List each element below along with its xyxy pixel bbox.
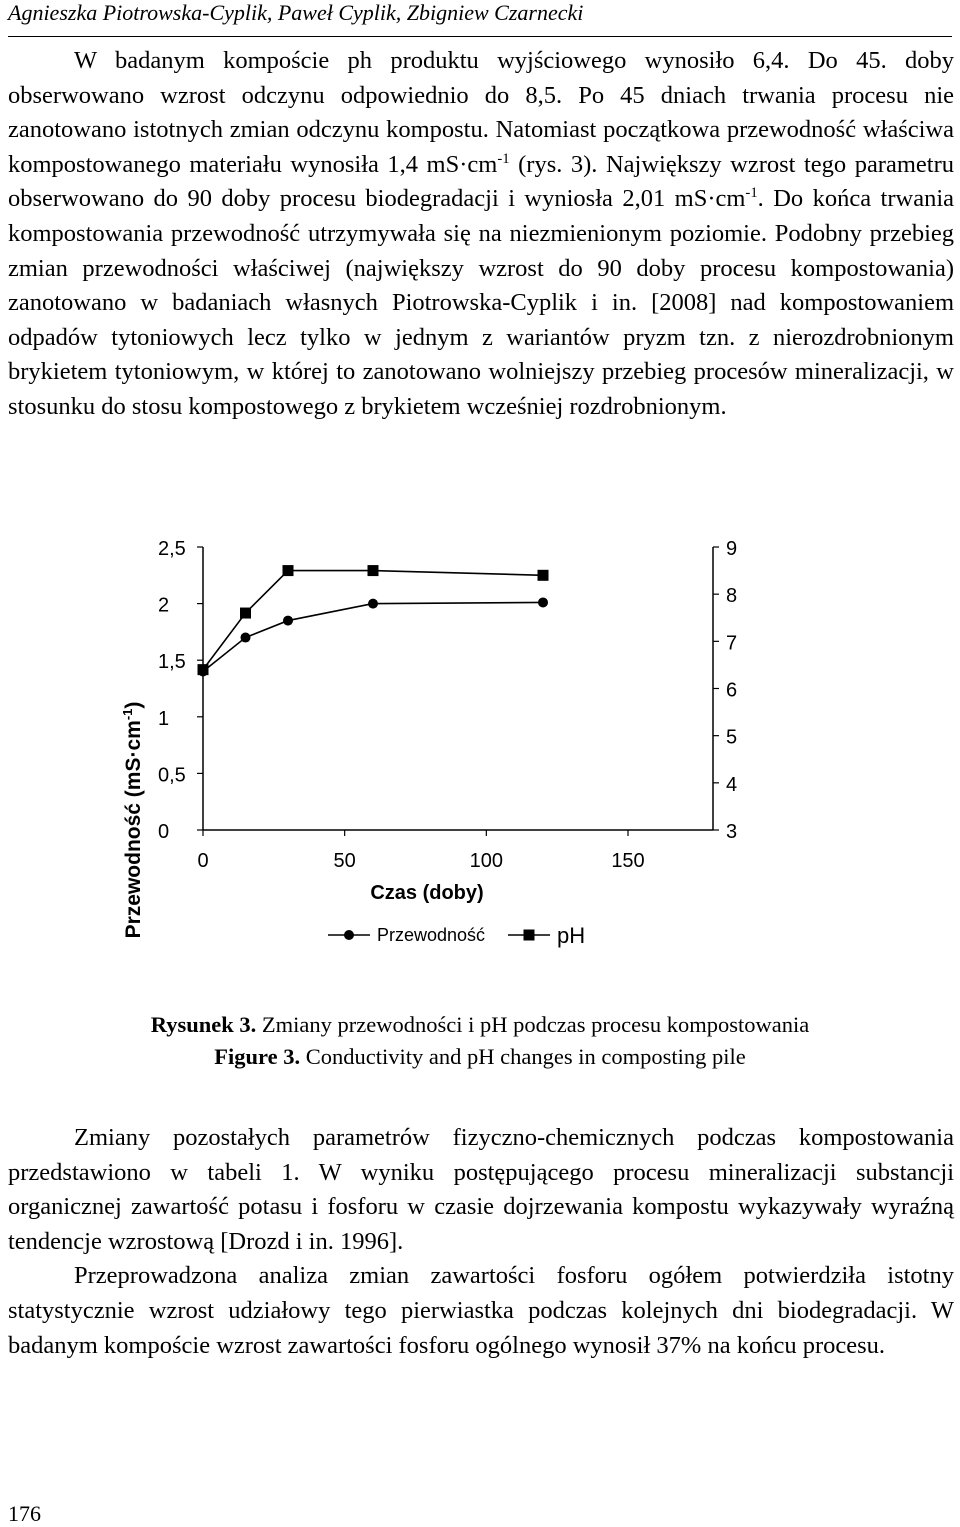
y2-tick-label: 8	[726, 585, 738, 608]
y-tick-label: 0,5	[158, 764, 186, 787]
legend-marker-circle	[344, 930, 354, 940]
y-tick-label: 1,5	[158, 651, 186, 674]
data-point-square	[368, 565, 379, 576]
data-point-square	[240, 608, 251, 619]
caption-polish	[0, 1009, 960, 1041]
paragraph-ph-conductivity	[8, 44, 954, 425]
data-point-square	[198, 664, 209, 675]
y-axis-title	[120, 702, 145, 939]
paragraph-text-2: Przeprowadzona analiza zmian zawartości fosforu ogółem potwierdziła istotny statystycznie wzrost udziałowy tego pierwiastka podczas kolejnych dni biodegradacji. W badanym kompoście wzrost zawartości fosforu ogólnego wynosił 37% na końcu procesu.	[8, 1262, 954, 1359]
legend	[328, 923, 585, 948]
data-point-circle	[538, 597, 548, 607]
y2-tick-label: 3	[726, 821, 738, 843]
series-line-ph	[203, 571, 543, 670]
data-point-square	[283, 565, 294, 576]
x-tick-label: 50	[333, 850, 356, 872]
data-point-circle	[283, 616, 293, 626]
y2-tick-label: 9	[726, 538, 738, 560]
x-tick-label: 150	[611, 850, 645, 872]
y2-tick-label: 5	[726, 726, 738, 749]
paragraph-potassium-phosphorus	[8, 1121, 954, 1363]
header-authors: Agnieszka Piotrowska-Cyplik, Paweł Cyplik, Zbigniew Czarnecki	[8, 0, 584, 25]
y2-tick-label: 4	[726, 773, 738, 796]
y-axis-label-suffix: )	[122, 701, 145, 709]
plot-area	[158, 538, 737, 872]
legend-label-ph: pH	[557, 923, 586, 948]
paragraph-text-1: Zmiany pozostałych parametrów fizyczno-chemicznych podczas kompostowania przedstawiono w tabeli 1. W wyniku postępującego procesu mineralizacji substancji organicznej zawartość potasu i fosforu w czasie dojrzewania kompostu wykazywały wyraźną tendencje wzrostową [Drozd i in. 1996].	[8, 1124, 954, 1255]
legend-marker-square	[524, 930, 535, 941]
caption-polish-label: Rysunek 3.	[150, 1012, 257, 1037]
y2-tick-label: 6	[726, 679, 738, 702]
running-header	[8, 0, 952, 37]
y-tick-label: 0	[158, 821, 170, 843]
data-point-square	[538, 570, 549, 581]
y-axis-label-sup: -1	[120, 708, 135, 721]
caption-polish-text: Zmiany przewodności i pH podczas procesu kompostowania	[256, 1012, 810, 1037]
y-tick-label: 2,5	[158, 538, 186, 560]
data-point-circle	[368, 599, 378, 609]
y-tick-label: 1	[158, 707, 170, 730]
data-point-circle	[241, 633, 251, 643]
page-number: 176	[8, 1501, 41, 1526]
series-line-przewodność	[203, 602, 543, 671]
x-tick-label: 100	[469, 850, 504, 872]
legend-label-conductivity: Przewodność	[377, 925, 486, 945]
y-tick-label: 2	[158, 594, 170, 617]
x-axis-label: Czas (doby)	[370, 882, 484, 904]
x-tick-label: 0	[197, 850, 209, 872]
svg-text:Przewodność (mS·cm-1)	[120, 702, 145, 939]
caption-english	[0, 1041, 960, 1073]
caption-english-text: Conductivity and pH changes in composting pile	[300, 1044, 746, 1069]
paragraph-text: W badanym kompoście ph produktu wyjściowego wynosiło 6,4. Do 45. doby obserwowano wzrost odczynu odpowiednio do 8,5. Po 45 dniach trwania procesu nie zanotowano istotnych zmian odczynu kompostu. Natomiast początkowa przewodność właściwa kompostowanego materiału wynosiła 1,4 $mS\cdot cm^{-1}$ (rys. 3). Największy wzrost tego parametru obserwowano do 90 doby procesu biodegradacji i wyniosła 2,01 $mS\cdot cm^{-1}$. Do końca trwania kompostowania przewodność utrzymywała się na niezmienionym poziomie. Podobny przebieg zmian przewodności właściwej (największy wzrost do 90 doby procesu kompostowania) zanotowano w badaniach własnych Piotrowska-Cyplik i in. [2008] nad kompostowaniem odpadów tytoniowych lecz tylko w jednym z wariantów pryzm tzn. z nierozdrobnionym brykietem tytoniowym, w której to zanotowano wolniejszy przebieg procesów mineralizacji, w stosunku do stosu kompostowego z brykietem wcześniej rozdrobnionym.	[8, 47, 954, 420]
caption-english-label: Figure 3.	[214, 1044, 301, 1069]
y2-tick-label: 7	[726, 632, 738, 655]
y-axis-label: Przewodność (mS·cm	[122, 720, 145, 939]
figure-chart	[0, 520, 960, 990]
